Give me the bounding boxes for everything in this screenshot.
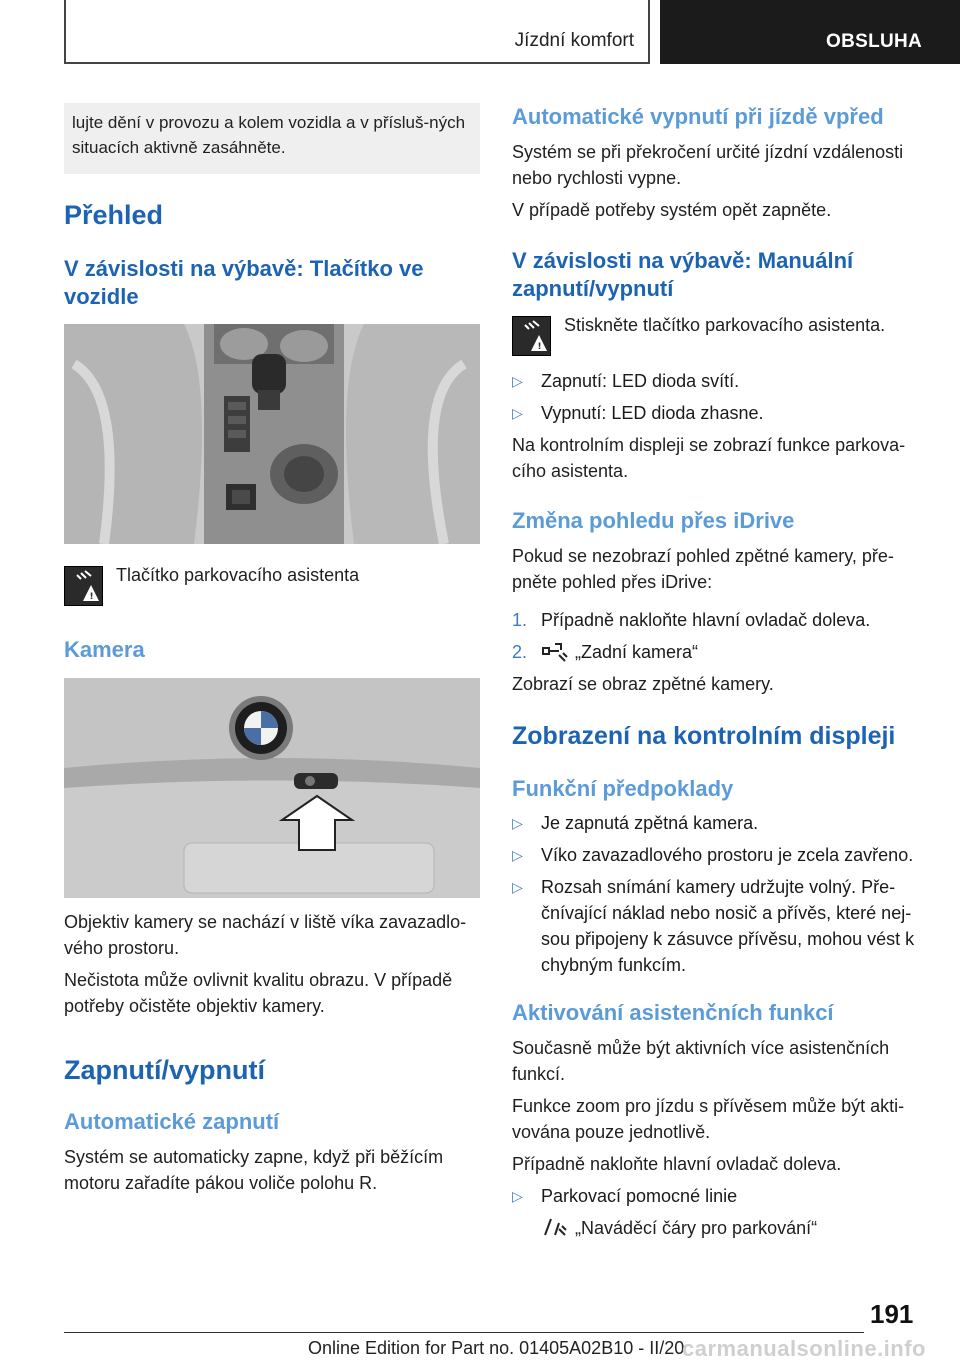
heading-manual: V závislosti na výbavě: Manuální zapnutí/vypnutí (512, 248, 854, 301)
parking-assistant-button-icon-2 (512, 316, 551, 356)
page-number: 191 (870, 1299, 914, 1329)
activate-sub-item: „Naváděcí čáry pro parkování“ (541, 1215, 928, 1241)
footer-edition: Online Edition for Part no. 01405A02B10 - II/20 (308, 1338, 685, 1358)
page-header (0, 0, 960, 66)
auto-off-paragraph-2: V případě potřeby systém opět zapněte. (512, 200, 832, 220)
heading-activate: Aktivování asistenčních funkcí (512, 1000, 834, 1025)
activate-paragraph-1: Současně může být aktivních více asistenčních funkcí. (512, 1038, 890, 1084)
camera-paragraph-2: Nečistota může ovlivnit kvalitu obrazu. V případě potřeby očistěte objektiv kamery. (64, 970, 453, 1016)
bullet-triangle-icon: ▷ (512, 405, 523, 421)
parking-guide-lines-icon (541, 1215, 567, 1237)
heading-camera: Kamera (64, 637, 145, 662)
view-paragraph-2: Zobrazí se obraz zpětné kamery. (512, 674, 774, 694)
activate-paragraph-3: Případně nakloňte hlavní ovladač doleva. (512, 1154, 842, 1174)
header-chapter-tab (660, 0, 960, 64)
heading-auto-off: Automatické vypnutí při jízdě vpřed (512, 104, 884, 129)
heading-prehled: Přehled (64, 200, 164, 230)
console-photo (64, 324, 480, 544)
svg-text:!: ! (89, 592, 94, 602)
bullet-triangle-icon: ▷ (512, 815, 523, 831)
header-section-box (64, 0, 650, 64)
bullet-triangle-icon: ▷ (512, 879, 523, 895)
heading-auto-on: Automatické zapnutí (64, 1109, 280, 1134)
activate-paragraph-2: Funkce zoom pro jízdu s přívěsem může být akti-vována pouze jednotlivě. (512, 1096, 905, 1142)
auto-on-paragraph: Systém se automaticky zapne, když při běžícím motoru zařadíte pákou voliče polohu R. (64, 1147, 444, 1193)
heading-button-vehicle: V závislosti na výbavě: Tlačítko ve vozidle (64, 256, 424, 309)
svg-text:!: ! (537, 342, 542, 352)
caption-parking-button: Tlačítko parkovacího asistenta (116, 565, 360, 585)
console-illustration (64, 324, 480, 544)
heading-onoff: Zapnutí/vypnutí (64, 1055, 265, 1085)
parking-assistant-button-icon (64, 566, 103, 606)
auto-off-paragraph-1: Systém se při překročení určité jízdní vzdálenosti nebo rychlosti vypne. (512, 142, 904, 188)
note-box: lujte dění v provozu a kolem vozidla a v přísluš-ných situacích aktivně zasáhněte. (64, 103, 480, 174)
camera-photo (64, 678, 480, 898)
bullet-triangle-icon: ▷ (512, 1188, 523, 1204)
camera-paragraph-1: Objektiv kamery se nachází v liště víka zavazadlo-vého prostoru. (64, 912, 467, 958)
heading-prereq: Funkční předpoklady (512, 776, 734, 801)
watermark: carmanualsonline.info (682, 1336, 926, 1361)
header-section-title: Jízdní komfort (514, 30, 634, 51)
bullet-triangle-icon: ▷ (512, 373, 523, 389)
bullet-triangle-icon: ▷ (512, 847, 523, 863)
heading-view: Změna pohledu přes iDrive (512, 508, 795, 533)
header-chapter-title: OBSLUHA (826, 31, 923, 52)
manual-paragraph: Na kontrolním displeji se zobrazí funkce parkova-cího asistenta. (512, 435, 906, 481)
footer-divider (64, 1332, 864, 1333)
camera-illustration (64, 678, 480, 898)
view-paragraph: Pokud se nezobrazí pohled zpětné kamery, pře-pněte pohled přes iDrive: (512, 546, 894, 592)
rear-camera-icon (541, 640, 569, 662)
heading-display: Zobrazení na kontrolním displeji (512, 722, 896, 750)
manual-instruction: Stiskněte tlačítko parkovacího asistenta. (564, 315, 886, 335)
